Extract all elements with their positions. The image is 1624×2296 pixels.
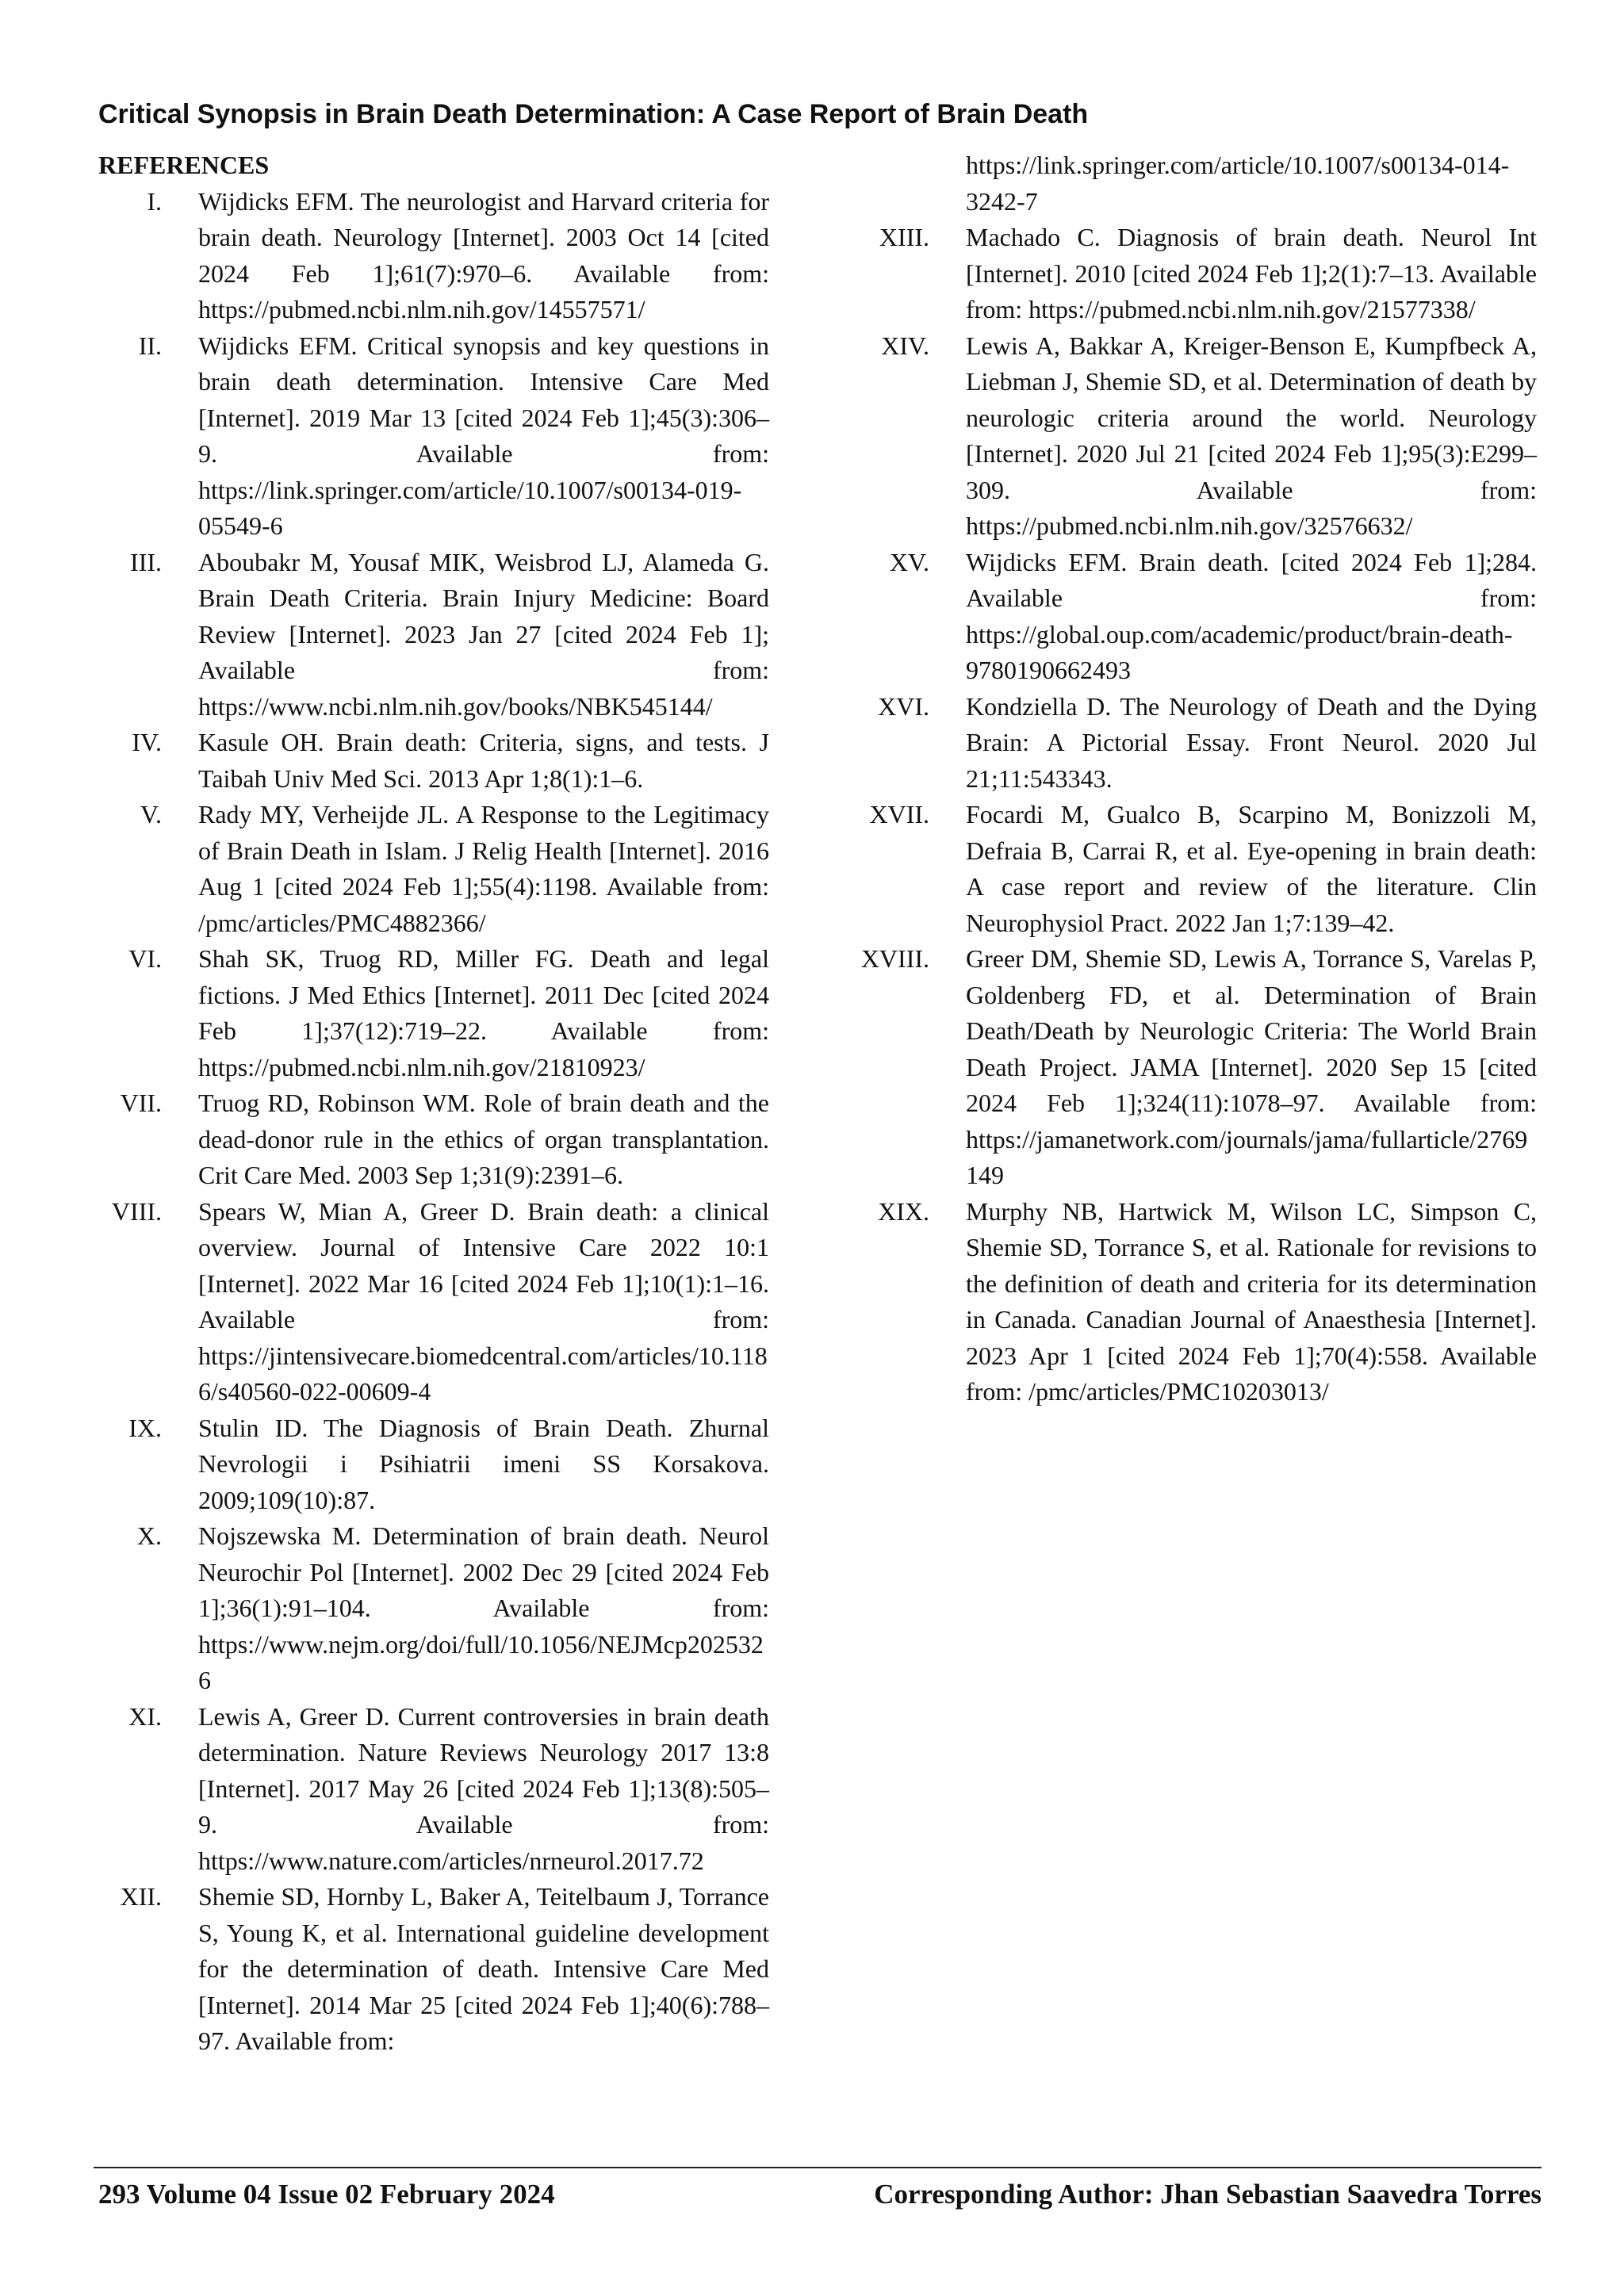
reference-number: XVIII.	[860, 944, 929, 973]
reference-number: XI.	[128, 1701, 162, 1731]
reference-text: Truog RD, Robinson WM. Role of brain death and the dead-donor rule in the ethics of organ transplantation. Crit Care Med. 2003 Sep 1;31(9):2391–6.	[198, 1089, 769, 1189]
references-column-right	[860, 147, 1537, 1410]
reference-text: Shah SK, Truog RD, Miller FG. Death and legal fictions. J Med Ethics [Internet]. 2011 Dec [cited 2024 Feb 1];37(12):719–22. Available from: https://pubmed.ncbi.nlm.nih.gov/21810923/	[198, 944, 769, 1081]
reference-number: VIII.	[111, 1196, 162, 1226]
reference-item	[98, 1410, 769, 1519]
reference-number: XVII.	[869, 800, 929, 828]
reference-text: Nojszewska M. Determination of brain death. Neurol Neurochir Pol [Internet]. 2002 Dec 29 [cited 2024 Feb 1];36(1):91–104. Available from: https://www.nejm.org/doi/full/10.1056/NEJMcp2025326	[198, 1521, 769, 1694]
reference-item	[866, 220, 1537, 328]
reference-number: IV.	[132, 728, 162, 756]
reference-number: XIII.	[879, 223, 929, 251]
reference-text: Greer DM, Shemie SD, Lewis A, Torrance S, Varelas P, Goldenberg FD, et al. Determination of Brain Death/Death by Neurologic Criteria: The World Brain Death Project. JAMA [Internet]. 2020 Sep 15 [cited 2024 Feb 1];324(11):1078–97. Available from: https://jamanetwork.com/journals/jama/fullarticle/2769149	[966, 944, 1537, 1189]
reference-item	[860, 941, 1537, 1194]
reference-text: Shemie SD, Hornby L, Baker A, Teitelbaum J, Torrance S, Young K, et al. International guideline development for the determination of death. Intensive Care Med [Internet]. 2014 Mar 25 [cited 2024 Feb 1];40(6):788–97. Available from:	[198, 1882, 769, 2055]
reference-number: II.	[138, 331, 162, 360]
references-column-left	[98, 147, 769, 2060]
reference-number: XV.	[889, 547, 929, 576]
reference-item	[98, 1699, 769, 1880]
reference-number: XVI.	[878, 691, 929, 721]
reference-list-right	[860, 220, 1537, 1410]
reference-item	[98, 1085, 769, 1194]
reference-text: Wijdicks EFM. Brain death. [cited 2024 Feb 1];284. Available from: https://global.oup.com/academic/product/brain-death-9780190662493	[966, 547, 1537, 684]
reference-text: Lewis A, Greer D. Current controversies in brain death determination. Nature Reviews Neurology 2017 13:8 [Internet]. 2017 May 26 [cited 2024 Feb 1];13(8):505–9. Available from: https://www.nature.com/articles/nrneurol.2017.72	[198, 1701, 769, 1875]
reference-number: V.	[140, 800, 162, 828]
reference-item	[98, 725, 769, 797]
reference-item	[98, 1194, 769, 1410]
reference-text: Wijdicks EFM. The neurologist and Harvard criteria for brain death. Neurology [Internet]. 2003 Oct 14 [cited 2024 Feb 1];61(7):970–6. Available from: https://pubmed.ncbi.nlm.nih.gov/14557571/	[198, 186, 769, 323]
reference-item	[866, 1194, 1537, 1410]
reference-number: I.	[147, 186, 162, 216]
reference-text: Spears W, Mian A, Greer D. Brain death: a clinical overview. Journal of Intensive Care 2022 10:1 [Internet]. 2022 Mar 16 [cited 2024 Feb 1];10(1):1–16. Available from: https://jintensivecare.biomedcentral.com/articles/10.1186/s40560-022-00609-4	[198, 1196, 769, 1406]
references-heading: REFERENCES	[98, 151, 270, 179]
reference-text: Focardi M, Gualco B, Scarpino M, Bonizzoli M, Defraia B, Carrai R, et al. Eye-opening in brain death: A case report and review of the literature. Clin Neurophysiol Pract. 2022 Jan 1;7:139–42.	[966, 800, 1537, 937]
reference-list-left	[98, 184, 769, 2060]
reference-text: Rady MY, Verheijde JL. A Response to the Legitimacy of Brain Death in Islam. J Relig Health [Internet]. 2016 Aug 1 [cited 2024 Feb 1];55(4):1198. Available from: /pmc/articles/PMC4882366/	[198, 800, 769, 937]
reference-item	[98, 797, 769, 941]
reference-text: Murphy NB, Hartwick M, Wilson LC, Simpson C, Shemie SD, Torrance S, et al. Rationale for revisions to the definition of death and criteria for its determination in Canada. Canadian Journal of Anaesthesia [Internet]. 2023 Apr 1 [cited 2024 Feb 1];70(4):558. Available from: /pmc/articles/PMC10203013/	[966, 1196, 1537, 1406]
reference-number: XIX.	[878, 1196, 929, 1226]
reference-item	[98, 941, 769, 1085]
reference-text: Lewis A, Bakkar A, Kreiger-Benson E, Kumpfbeck A, Liebman J, Shemie SD, et al. Determination of death by neurologic criteria around the world. Neurology [Internet]. 2020 Jul 21 [cited 2024 Feb 1];95(3):E299–309. Available from: https://pubmed.ncbi.nlm.nih.gov/32576632/	[966, 331, 1537, 540]
reference-continuation	[866, 147, 1537, 220]
footer-author: Corresponding Author: Jhan Sebastian Saavedra Torres	[874, 2179, 1542, 2210]
reference-item	[98, 1518, 769, 1699]
reference-number: XII.	[120, 1882, 162, 1911]
reference-item	[98, 184, 769, 328]
reference-number: IX.	[128, 1413, 162, 1442]
reference-text: Wijdicks EFM. Critical synopsis and key questions in brain death determination. Intensive Care Med [Internet]. 2019 Mar 13 [cited 2024 Feb 1];45(3):306–9. Available from: https://link.springer.com/article/10.1007/s00134-019-05549-6	[198, 331, 769, 540]
reference-number: VII.	[120, 1089, 162, 1117]
footer-divider	[94, 2167, 1542, 2168]
reference-number: VI.	[128, 944, 162, 973]
reference-item	[98, 328, 769, 545]
reference-continuation-text: https://link.springer.com/article/10.1007/s00134-014-3242-7	[966, 151, 1510, 216]
page-title: Critical Synopsis in Brain Death Determination: A Case Report of Brain Death	[98, 99, 1089, 129]
reference-text: Stulin ID. The Diagnosis of Brain Death. Zhurnal Nevrologii i Psihiatrii imeni SS Korsakova. 2009;109(10):87.	[198, 1413, 769, 1514]
reference-item	[98, 1879, 769, 2060]
reference-item	[98, 545, 769, 725]
reference-text: Aboubakr M, Yousaf MIK, Weisbrod LJ, Alameda G. Brain Death Criteria. Brain Injury Medicine: Board Review [Internet]. 2023 Jan 27 [cited 2024 Feb 1]; Available from: https://www.ncbi.nlm.nih.gov/books/NBK545144/	[198, 547, 769, 721]
footer-page-info: 293 Volume 04 Issue 02 February 2024	[98, 2179, 555, 2210]
reference-text: Kondziella D. The Neurology of Death and the Dying Brain: A Pictorial Essay. Front Neurol. 2020 Jul 21;11:543343.	[966, 691, 1537, 793]
reference-item	[866, 545, 1537, 689]
reference-item	[866, 689, 1537, 798]
reference-number: III.	[130, 547, 162, 576]
reference-number: X.	[136, 1521, 162, 1550]
reference-number: XIV.	[881, 331, 929, 360]
reference-item	[866, 797, 1537, 941]
reference-text: Kasule OH. Brain death: Criteria, signs, and tests. J Taibah Univ Med Sci. 2013 Apr 1;8(1):1–6.	[198, 728, 769, 793]
reference-item	[866, 328, 1537, 545]
reference-text: Machado C. Diagnosis of brain death. Neurol Int [Internet]. 2010 [cited 2024 Feb 1];2(1):7–13. Available from: https://pubmed.ncbi.nlm.nih.gov/21577338/	[966, 223, 1537, 323]
